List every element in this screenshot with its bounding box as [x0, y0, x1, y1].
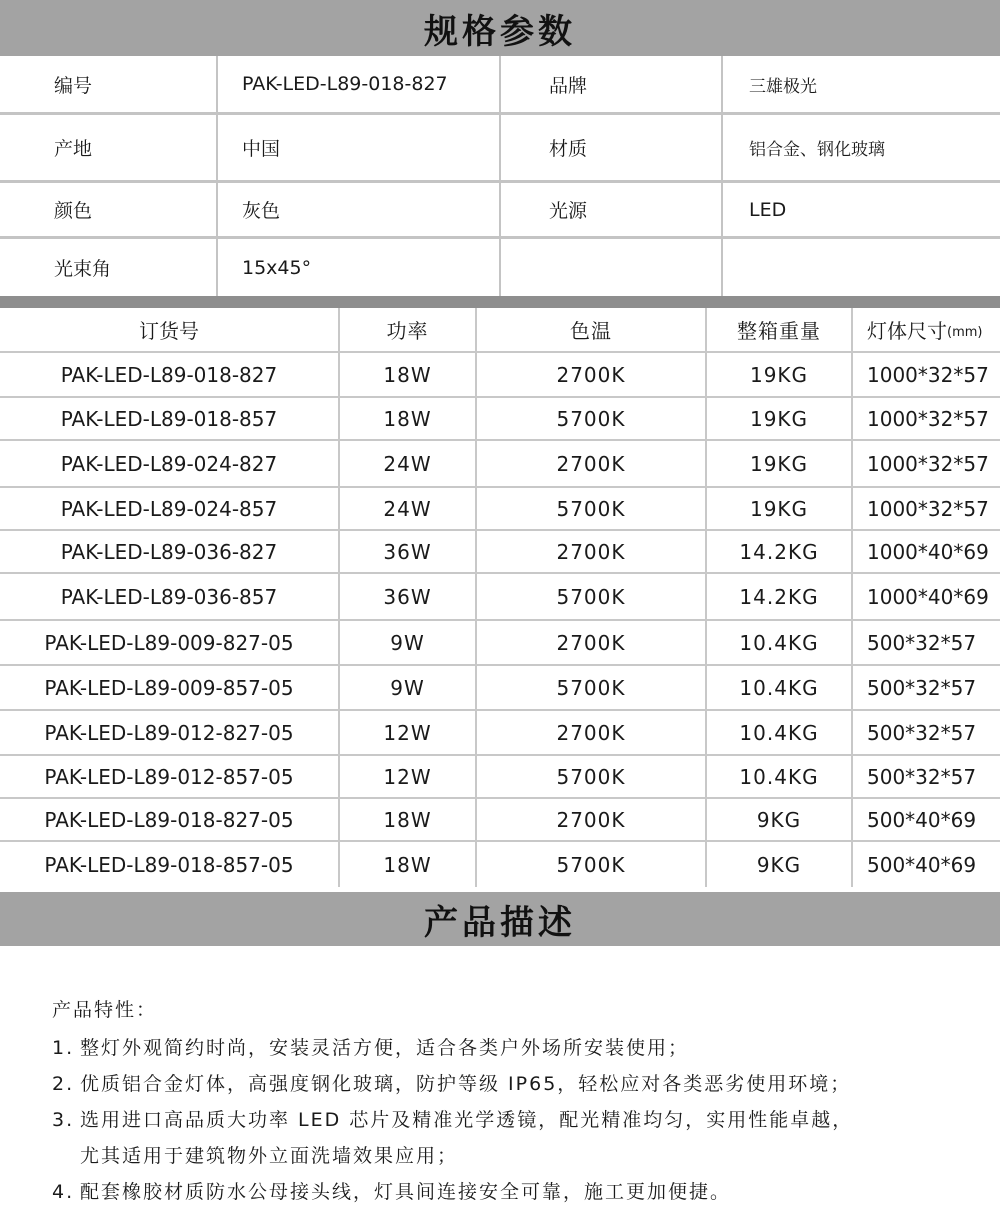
spec-section-title: 规格参数	[424, 11, 576, 52]
feature-text: 优质铝合金灯体，高强度钢化玻璃，防护等级 IP65，轻松应对各类恶劣使用环境；	[80, 1073, 852, 1095]
spec-value	[723, 239, 1000, 296]
cell-order-no: PAK-LED-L89-009-857-05	[0, 666, 340, 709]
spec-value: 铝合金、钢化玻璃	[749, 140, 885, 160]
order-table-row	[0, 488, 1000, 531]
order-table-row	[0, 398, 1000, 441]
cell-size: 1000*40*69	[867, 584, 989, 609]
feature-text: 配套橡胶材质防水公母接头线，灯具间连接安全可靠，施工更加便捷。	[80, 1181, 732, 1203]
cell-size: 500*32*57	[867, 630, 977, 655]
section-divider	[0, 296, 1000, 308]
cell-size: 1000*32*57	[867, 362, 989, 387]
header-size	[853, 308, 1000, 351]
cell-power: 12W	[340, 756, 477, 797]
order-table-row	[0, 441, 1000, 488]
feature-text: 整灯外观简约时尚，安装灵活方便，适合各类户外场所安装使用；	[80, 1037, 690, 1059]
order-table-row	[0, 799, 1000, 842]
spec-value: LED	[749, 198, 787, 221]
cell-power: 18W	[340, 398, 477, 439]
cell-box-weight: 19KG	[707, 353, 853, 396]
cell-box-weight: 10.4KG	[707, 711, 853, 754]
cell-size: 1000*32*57	[867, 406, 989, 431]
cell-color-temp: 2700K	[477, 353, 707, 396]
spec-value: PAK-LED-L89-018-827	[218, 56, 501, 112]
cell-power: 18W	[340, 353, 477, 396]
cell-box-weight: 10.4KG	[707, 756, 853, 797]
spec-value: 三雄极光	[749, 76, 817, 97]
feature-number: 4.	[52, 1181, 75, 1203]
cell-power: 9W	[340, 666, 477, 709]
header-color-temp: 色温	[477, 308, 707, 351]
desc-section-title: 产品描述	[424, 902, 576, 943]
order-table	[0, 308, 1000, 887]
cell-power: 18W	[340, 799, 477, 840]
cell-color-temp: 5700K	[477, 488, 707, 529]
feature-line: 尤其适用于建筑物外立面洗墙效果应用；	[80, 1145, 459, 1167]
cell-size: 500*40*69	[867, 852, 977, 877]
desc-section-header	[0, 892, 1000, 946]
cell-color-temp: 5700K	[477, 666, 707, 709]
feature-item	[52, 1102, 972, 1174]
cell-color-temp: 2700K	[477, 621, 707, 664]
spec-row	[0, 56, 1000, 115]
cell-order-no: PAK-LED-L89-009-827-05	[0, 621, 340, 664]
cell-box-weight: 9KG	[707, 842, 853, 887]
feature-number: 2.	[52, 1073, 75, 1095]
cell-order-no: PAK-LED-L89-012-857-05	[0, 756, 340, 797]
feature-item	[52, 1030, 972, 1066]
header-size-label: 灯体尺寸	[867, 319, 947, 343]
cell-box-weight: 14.2KG	[707, 574, 853, 619]
order-table-row	[0, 574, 1000, 621]
cell-power: 24W	[340, 488, 477, 529]
cell-power: 18W	[340, 842, 477, 887]
cell-size: 1000*32*57	[867, 496, 989, 521]
product-description	[52, 992, 972, 1210]
order-table-row	[0, 756, 1000, 799]
cell-color-temp: 5700K	[477, 398, 707, 439]
header-power: 功率	[340, 308, 477, 351]
cell-color-temp: 5700K	[477, 842, 707, 887]
spec-row	[0, 115, 1000, 183]
feature-line: 选用进口高品质大功率 LED 芯片及精准光学透镜，配光精准均匀，实用性能卓越，	[80, 1109, 854, 1131]
cell-box-weight: 10.4KG	[707, 621, 853, 664]
spec-label: 编号	[0, 56, 218, 112]
cell-order-no: PAK-LED-L89-018-857	[0, 398, 340, 439]
cell-power: 12W	[340, 711, 477, 754]
cell-size: 500*32*57	[867, 675, 977, 700]
cell-box-weight: 19KG	[707, 488, 853, 529]
cell-power: 9W	[340, 621, 477, 664]
cell-color-temp: 2700K	[477, 441, 707, 486]
spec-label	[501, 239, 723, 296]
header-order-no: 订货号	[0, 308, 340, 351]
cell-order-no: PAK-LED-L89-036-827	[0, 531, 340, 572]
feature-item	[52, 1066, 972, 1102]
cell-size: 500*40*69	[867, 807, 977, 832]
spec-value: 15x45°	[218, 239, 501, 296]
header-size-unit: (mm)	[947, 325, 983, 340]
feature-text	[80, 1102, 972, 1174]
cell-order-no: PAK-LED-L89-012-827-05	[0, 711, 340, 754]
spec-label: 颜色	[0, 183, 218, 236]
cell-box-weight: 14.2KG	[707, 531, 853, 572]
features-title: 产品特性：	[52, 999, 158, 1021]
spec-value: 中国	[218, 115, 501, 180]
cell-power: 36W	[340, 531, 477, 572]
cell-order-no: PAK-LED-L89-024-857	[0, 488, 340, 529]
spec-row	[0, 183, 1000, 239]
cell-order-no: PAK-LED-L89-018-857-05	[0, 842, 340, 887]
cell-color-temp: 2700K	[477, 711, 707, 754]
feature-number: 1.	[52, 1037, 75, 1059]
order-table-header	[0, 308, 1000, 353]
spec-table	[0, 56, 1000, 296]
order-table-row	[0, 711, 1000, 756]
cell-order-no: PAK-LED-L89-024-827	[0, 441, 340, 486]
spec-label: 光源	[501, 183, 723, 236]
cell-color-temp: 5700K	[477, 756, 707, 797]
spec-label: 品牌	[501, 56, 723, 112]
cell-order-no: PAK-LED-L89-018-827	[0, 353, 340, 396]
cell-box-weight: 9KG	[707, 799, 853, 840]
cell-box-weight: 19KG	[707, 398, 853, 439]
cell-box-weight: 19KG	[707, 441, 853, 486]
order-table-row	[0, 621, 1000, 666]
order-table-body	[0, 353, 1000, 887]
order-table-row	[0, 666, 1000, 711]
cell-color-temp: 2700K	[477, 531, 707, 572]
cell-order-no: PAK-LED-L89-036-857	[0, 574, 340, 619]
header-box-weight: 整箱重量	[707, 308, 853, 351]
spec-value: 灰色	[218, 183, 501, 236]
cell-size: 1000*32*57	[867, 451, 989, 476]
cell-power: 24W	[340, 441, 477, 486]
cell-box-weight: 10.4KG	[707, 666, 853, 709]
cell-power: 36W	[340, 574, 477, 619]
cell-size: 500*32*57	[867, 764, 977, 789]
cell-color-temp: 5700K	[477, 574, 707, 619]
spec-label: 材质	[501, 115, 723, 180]
spec-label: 产地	[0, 115, 218, 180]
order-table-row	[0, 353, 1000, 398]
cell-size: 1000*40*69	[867, 539, 989, 564]
feature-item	[52, 1174, 972, 1210]
order-table-row	[0, 842, 1000, 887]
spec-row	[0, 239, 1000, 296]
feature-number: 3.	[52, 1109, 75, 1131]
order-table-row	[0, 531, 1000, 574]
cell-order-no: PAK-LED-L89-018-827-05	[0, 799, 340, 840]
cell-size: 500*32*57	[867, 720, 977, 745]
cell-color-temp: 2700K	[477, 799, 707, 840]
spec-label: 光束角	[0, 239, 218, 296]
spec-section-header	[0, 0, 1000, 56]
